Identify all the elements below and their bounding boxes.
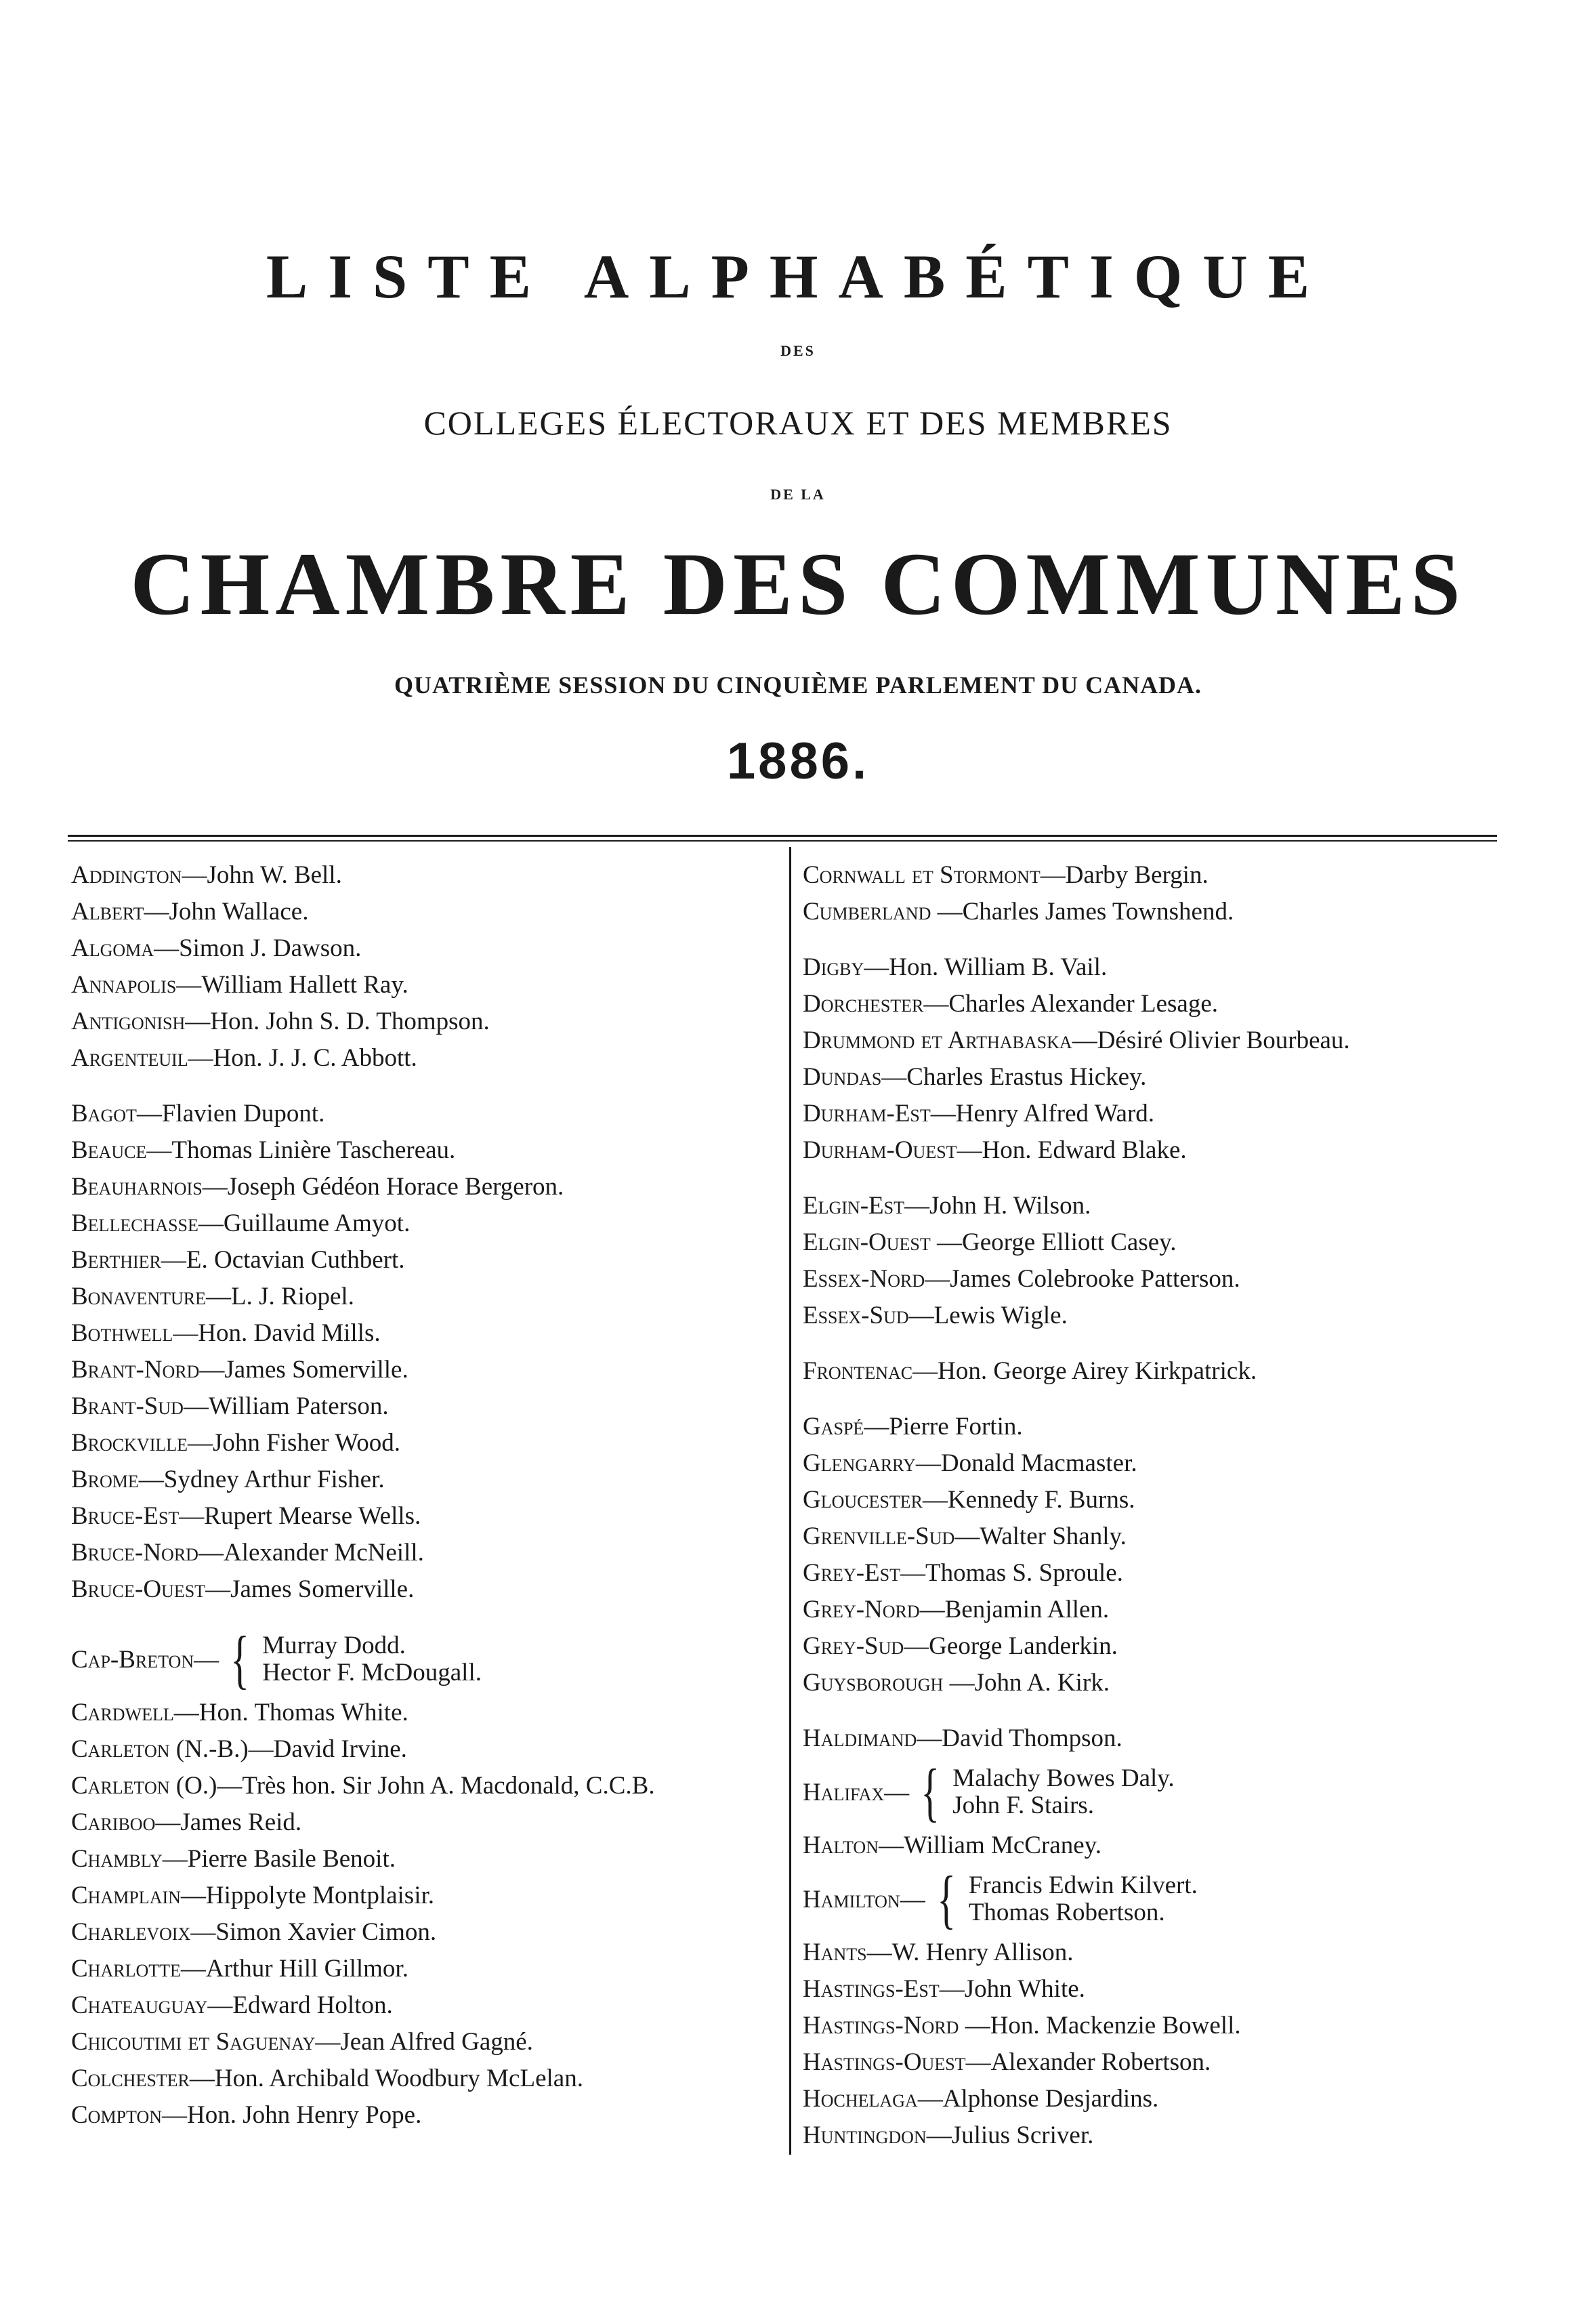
entry-group — [71, 857, 776, 1077]
constituency-name: Grey-Nord — [803, 1596, 920, 1623]
constituency-entry — [803, 1827, 1514, 1864]
member-name: —Arthur Hill Gillmor. — [180, 1955, 408, 1983]
constituency-entry — [71, 1279, 776, 1315]
heading-year: 1886. — [726, 732, 870, 790]
constituency-entry — [803, 1482, 1514, 1518]
member-name: —George Elliott Casey. — [930, 1228, 1177, 1256]
member-name: —Lewis Wigle. — [908, 1302, 1068, 1329]
constituency-name: Guysborough — [803, 1669, 944, 1697]
constituency-entry — [71, 2097, 776, 2134]
member-list — [952, 1765, 1174, 1819]
constituency-name: Beauharnois — [71, 1173, 203, 1201]
heading-session: QUATRIÈME SESSION DU CINQUIÈME PARLEMENT DU CANADA. — [394, 671, 1202, 699]
constituency-entry — [71, 1040, 776, 1077]
constituency-name: Bruce-Ouest — [71, 1575, 206, 1603]
constituency-entry — [803, 1628, 1514, 1665]
member-name: —Walter Shanly. — [954, 1522, 1127, 1550]
constituency-entry — [803, 1592, 1514, 1628]
constituency-entry — [803, 1188, 1514, 1224]
constituency-name: Hastings-Ouest — [803, 2048, 966, 2076]
member-name: —Jean Alfred Gagné. — [315, 2028, 533, 2056]
constituency-name: Huntingdon — [803, 2121, 927, 2149]
constituency-name: Halifax — [803, 1778, 885, 1806]
member-name: —Hon. Thomas White. — [173, 1699, 408, 1726]
constituency-entry — [71, 894, 776, 930]
member-name: —George Landerkin. — [904, 1632, 1118, 1660]
constituency-name: Digby — [803, 953, 864, 981]
member-name: —Joseph Gédéon Horace Bergeron. — [202, 1173, 564, 1201]
heading-des: DES — [780, 342, 816, 359]
constituency-entry — [71, 2024, 776, 2060]
constituency-name: Chicoutimi et Saguenay — [71, 2028, 316, 2056]
constituency-name: Berthier — [71, 1246, 161, 1274]
constituency-entry — [803, 1022, 1514, 1059]
member-name: Francis Edwin Kilvert. — [968, 1871, 1198, 1899]
constituency-entry — [803, 1934, 1514, 1971]
constituency-entry — [803, 1059, 1514, 1096]
left-column — [71, 857, 776, 2153]
constituency-entry — [803, 2008, 1514, 2044]
constituency-entry — [71, 1841, 776, 1878]
constituency-entry — [803, 1971, 1514, 2008]
constituency-name: Grey-Sud — [803, 1632, 904, 1660]
member-name: —Charles Erastus Hickey. — [881, 1063, 1147, 1091]
member-name: —John Fisher Wood. — [188, 1429, 400, 1457]
constituency-entry — [803, 1132, 1514, 1169]
member-name: —Alexander McNeill. — [198, 1539, 424, 1567]
member-name: —James Reid. — [155, 1808, 302, 1836]
constituency-entry — [71, 2060, 776, 2097]
constituency-name: Hastings-Nord — [803, 2012, 959, 2039]
member-name: —Kennedy F. Burns. — [922, 1486, 1135, 1514]
constituency-entry — [803, 949, 1514, 986]
constituency-name: Beauce — [71, 1136, 147, 1164]
constituency-name: Brockville — [71, 1429, 188, 1457]
member-name: (N.-B.)—David Irvine. — [169, 1735, 407, 1763]
constituency-name: Grenville-Sud — [803, 1522, 955, 1550]
right-column — [803, 857, 1514, 2173]
member-name: —William McCraney. — [878, 1831, 1101, 1859]
member-name: —Hon. Archibald Woodbury McLelan. — [189, 2065, 583, 2092]
header-rule-thin — [68, 840, 1497, 842]
constituency-entry — [71, 1003, 776, 1040]
constituency-name: Hamilton — [803, 1885, 900, 1913]
heading-de-la: DE LA — [770, 486, 826, 503]
constituency-name: Antigonish — [71, 1008, 186, 1035]
member-name: —Désiré Olivier Bourbeau. — [1072, 1027, 1350, 1054]
constituency-entry — [803, 2044, 1514, 2081]
heading-colleges: COLLEGES ÉLECTORAUX ET DES MEMBRES — [423, 404, 1173, 442]
member-name: —Alphonse Desjardins. — [917, 2085, 1159, 2113]
constituency-entry — [803, 1353, 1514, 1390]
member-name: —Guillaume Amyot. — [198, 1209, 411, 1237]
constituency-name: Essex-Nord — [803, 1265, 925, 1293]
member-name: —Pierre Fortin. — [864, 1413, 1023, 1441]
constituency-entry — [71, 1623, 776, 1695]
constituency-name: Gloucester — [803, 1486, 923, 1514]
constituency-entry — [803, 1518, 1514, 1555]
member-name: —John A. Kirk. — [943, 1669, 1110, 1697]
constituency-name: Charlevoix — [71, 1918, 191, 1946]
constituency-entry — [803, 894, 1514, 930]
constituency-entry — [71, 1878, 776, 1914]
constituency-name: Chateauguay — [71, 1991, 208, 2019]
member-name: —Hon. William B. Vail. — [864, 953, 1108, 981]
member-name: —L. J. Riopel. — [205, 1283, 354, 1310]
entry-group — [71, 1096, 776, 1608]
member-name: —William Paterson. — [183, 1392, 389, 1420]
constituency-name: Essex-Sud — [803, 1302, 909, 1329]
member-name: John F. Stairs. — [952, 1791, 1094, 1819]
constituency-name: Elgin-Ouest — [803, 1228, 931, 1256]
member-name: Malachy Bowes Daly. — [952, 1764, 1175, 1792]
constituency-name: Algoma — [71, 934, 154, 962]
constituency-entry — [71, 967, 776, 1003]
entry-group — [803, 1188, 1514, 1334]
constituency-entry — [803, 1720, 1514, 1757]
member-name: —Charles Alexander Lesage. — [923, 990, 1218, 1018]
member-name: —James Somerville. — [199, 1356, 408, 1384]
constituency-entry — [71, 1096, 776, 1132]
constituency-entry — [71, 1914, 776, 1951]
member-name: —Hon. George Airey Kirkpatrick. — [912, 1357, 1257, 1385]
heading-liste-alphabetique: LISTE ALPHABÉTIQUE — [266, 242, 1330, 311]
member-name: —William Hallett Ray. — [176, 971, 408, 999]
constituency-entry — [71, 1352, 776, 1388]
member-name: —John Wallace. — [144, 898, 309, 926]
constituency-entry — [803, 1298, 1514, 1334]
constituency-name: Bruce-Est — [71, 1502, 180, 1530]
entry-dash: — — [194, 1645, 219, 1674]
member-name: Murray Dodd. — [262, 1632, 406, 1659]
member-name: —Donald Macmaster. — [915, 1449, 1137, 1477]
constituency-name: Bothwell — [71, 1319, 173, 1347]
constituency-name: Cariboo — [71, 1808, 156, 1836]
constituency-name: Brant-Nord — [71, 1356, 200, 1384]
entry-group — [71, 1623, 776, 2134]
constituency-entry — [803, 1665, 1514, 1701]
constituency-name: Bagot — [71, 1100, 137, 1127]
member-name: —W. Henry Allison. — [866, 1939, 1074, 1966]
constituency-entry — [71, 1169, 776, 1205]
constituency-name: Drummond et Arthabaska — [803, 1027, 1072, 1054]
constituency-entry — [803, 1555, 1514, 1592]
constituency-entry — [71, 1425, 776, 1462]
constituency-name: Gaspé — [803, 1413, 864, 1441]
member-name: —John W. Bell. — [182, 861, 342, 889]
member-name: —Hon. John S. D. Thompson. — [185, 1008, 490, 1035]
constituency-name: Halton — [803, 1831, 879, 1859]
member-name: —John H. Wilson. — [904, 1192, 1091, 1220]
member-name: —David Thompson. — [917, 1724, 1122, 1752]
constituency-entry — [71, 1132, 776, 1169]
constituency-entry — [803, 1756, 1514, 1828]
constituency-entry — [71, 857, 776, 894]
member-name: —Sydney Arthur Fisher. — [138, 1466, 385, 1493]
member-name: —Edward Holton. — [207, 1991, 393, 2019]
column-divider — [789, 847, 791, 2155]
constituency-entry — [803, 857, 1514, 894]
constituency-name: Durham-Est — [803, 1100, 931, 1127]
constituency-name: Compton — [71, 2101, 162, 2129]
constituency-entry — [71, 1498, 776, 1535]
member-name: —Hon. J. J. C. Abbott. — [188, 1044, 417, 1072]
constituency-name: Frontenac — [803, 1357, 913, 1385]
constituency-name: Bruce-Nord — [71, 1539, 198, 1567]
constituency-name: Addington — [71, 861, 182, 889]
constituency-entry — [803, 986, 1514, 1022]
constituency-name: Carleton — [71, 1772, 170, 1800]
member-name: —Henry Alfred Ward. — [930, 1100, 1155, 1127]
member-name: —Charles James Townshend. — [931, 898, 1234, 926]
member-name: —Alexander Robertson. — [965, 2048, 1211, 2076]
member-name: —Flavien Dupont. — [136, 1100, 325, 1127]
member-name: —E. Octavian Cuthbert. — [161, 1246, 405, 1274]
constituency-name: Dundas — [803, 1063, 882, 1091]
constituency-name: Carleton — [71, 1735, 170, 1763]
member-name: Thomas Robertson. — [968, 1899, 1165, 1926]
constituency-entry — [71, 1804, 776, 1841]
constituency-entry — [803, 1261, 1514, 1298]
brace-symbol: { — [230, 1623, 249, 1695]
member-name: —Pierre Basile Benoit. — [162, 1845, 396, 1873]
constituency-name: Annapolis — [71, 971, 177, 999]
constituency-name: Dorchester — [803, 990, 924, 1018]
constituency-name: Hants — [803, 1939, 867, 1966]
constituency-name: Albert — [71, 898, 144, 926]
member-name: —Thomas S. Sproule. — [900, 1559, 1123, 1587]
member-name: —Hippolyte Montplaisir. — [180, 1882, 435, 1909]
constituency-name: Durham-Ouest — [803, 1136, 957, 1164]
member-name: —Julius Scriver. — [926, 2121, 1094, 2149]
constituency-entry — [803, 2081, 1514, 2117]
constituency-name: Hastings-Est — [803, 1975, 940, 2003]
constituency-entry — [71, 1462, 776, 1498]
constituency-name: Champlain — [71, 1882, 181, 1909]
constituency-name: Grey-Est — [803, 1559, 900, 1587]
entry-dash: — — [900, 1885, 925, 1913]
constituency-entry — [803, 1445, 1514, 1482]
constituency-entry — [803, 1863, 1514, 1935]
constituency-entry — [71, 1951, 776, 1987]
constituency-entry — [71, 1535, 776, 1571]
member-name: —Hon. John Henry Pope. — [162, 2101, 422, 2129]
entry-group — [803, 1720, 1514, 2154]
constituency-name: Bellechasse — [71, 1209, 198, 1237]
constituency-entry — [71, 930, 776, 967]
constituency-name: Brome — [71, 1466, 139, 1493]
constituency-name: Haldimand — [803, 1724, 917, 1752]
member-name: —Hon. Edward Blake. — [957, 1136, 1187, 1164]
entry-dash: — — [884, 1778, 910, 1806]
constituency-entry — [71, 1987, 776, 2024]
constituency-name: Bonaventure — [71, 1283, 206, 1310]
constituency-entry — [803, 1096, 1514, 1132]
member-list — [262, 1632, 482, 1686]
header-rule — [68, 835, 1497, 837]
constituency-name: Hochelaga — [803, 2085, 918, 2113]
constituency-name: Elgin-Est — [803, 1192, 904, 1220]
constituency-name: Glengarry — [803, 1449, 916, 1477]
member-name: —Thomas Linière Taschereau. — [146, 1136, 456, 1164]
constituency-name: Cumberland — [803, 898, 931, 926]
constituency-name: Argenteuil — [71, 1044, 188, 1072]
entry-group — [803, 1353, 1514, 1390]
heading-chambre-des-communes: CHAMBRE DES COMMUNES — [130, 534, 1466, 634]
brace-symbol: { — [936, 1863, 956, 1935]
member-list — [969, 1872, 1198, 1926]
constituency-entry — [71, 1731, 776, 1768]
constituency-name: Colchester — [71, 2065, 190, 2092]
constituency-entry — [803, 2117, 1514, 2154]
member-name: —Hon. Mackenzie Bowell. — [959, 2012, 1241, 2039]
constituency-entry — [71, 1695, 776, 1731]
brace-symbol: { — [921, 1756, 940, 1828]
constituency-name: Charlotte — [71, 1955, 181, 1983]
member-name: —Benjamin Allen. — [919, 1596, 1110, 1623]
constituency-entry — [803, 1409, 1514, 1445]
constituency-name: Cardwell — [71, 1699, 174, 1726]
constituency-name: Cap-Breton — [71, 1645, 194, 1674]
member-name: Hector F. McDougall. — [262, 1659, 482, 1686]
constituency-entry — [71, 1205, 776, 1242]
constituency-name: Brant-Sud — [71, 1392, 184, 1420]
member-name: —Simon Xavier Cimon. — [190, 1918, 437, 1946]
member-name: —Darby Bergin. — [1040, 861, 1209, 889]
entry-group — [803, 1409, 1514, 1701]
constituency-entry — [803, 1224, 1514, 1261]
member-name: —James Somerville. — [205, 1575, 415, 1603]
member-name: —Rupert Mearse Wells. — [179, 1502, 421, 1530]
constituency-entry — [71, 1571, 776, 1608]
constituency-entry — [71, 1315, 776, 1352]
member-name: —Hon. David Mills. — [173, 1319, 381, 1347]
entry-group — [803, 857, 1514, 930]
member-name: —John White. — [939, 1975, 1085, 2003]
member-name: (O.)—Très hon. Sir John A. Macdonald, C.C.B. — [169, 1772, 655, 1800]
constituency-entry — [71, 1768, 776, 1804]
constituency-name: Chambly — [71, 1845, 163, 1873]
member-name: —James Colebrooke Patterson. — [925, 1265, 1240, 1293]
constituency-name: Cornwall et Stormont — [803, 861, 1041, 889]
member-name: —Simon J. Dawson. — [154, 934, 362, 962]
constituency-entry — [71, 1388, 776, 1425]
constituency-entry — [71, 1242, 776, 1279]
entry-group — [803, 949, 1514, 1169]
